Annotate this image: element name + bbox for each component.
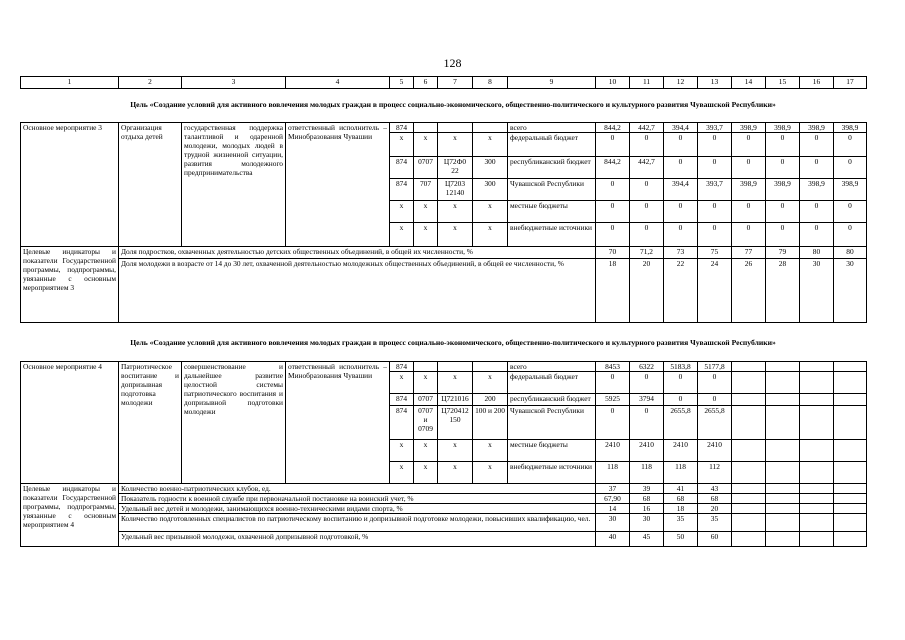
indicator-text: Удельный вес призывной молодежи, охваченной допризывной подготовкой, % — [119, 532, 596, 547]
year-value: 398,9 — [732, 123, 766, 133]
indicator-value — [800, 494, 834, 504]
indicator-value: 39 — [630, 484, 664, 494]
expense-type-code: x — [473, 440, 508, 462]
indicator-value: 28 — [766, 259, 800, 323]
indicator-value — [732, 514, 766, 532]
year-value: 0 — [800, 133, 834, 157]
indicator-value: 80 — [800, 247, 834, 259]
event-4-table — [20, 361, 867, 547]
year-value: 0 — [800, 223, 834, 247]
target-article-code: x — [438, 223, 473, 247]
funding-source: Чувашской Республики — [508, 406, 596, 440]
year-value: 3794 — [630, 394, 664, 406]
year-value: 118 — [664, 462, 698, 484]
indicator-value: 20 — [698, 504, 732, 514]
year-value — [834, 394, 867, 406]
target-article-code: Ц7203 12140 — [438, 179, 473, 201]
indicator-value: 71,2 — [630, 247, 664, 259]
year-value — [834, 372, 867, 394]
column-number-row — [20, 76, 867, 89]
indicator-text: Количество военно-патриотических клубов, ед. — [119, 484, 596, 494]
grbs-code: 874 — [390, 394, 414, 406]
year-value: 0 — [698, 133, 732, 157]
funding-source: внебюджетные источники — [508, 462, 596, 484]
indicator-value: 18 — [596, 259, 630, 323]
year-value: 0 — [766, 201, 800, 223]
target-article-code — [438, 362, 473, 372]
year-value: 2410 — [698, 440, 732, 462]
section-code: x — [414, 440, 438, 462]
year-value — [732, 372, 766, 394]
expense-type-code: x — [473, 223, 508, 247]
indicator-value: 30 — [834, 259, 867, 323]
indicator-text: Доля подростков, охваченных деятельностью детских общественных объединений, в общей их численности, % — [119, 247, 596, 259]
year-value: 398,9 — [834, 179, 867, 201]
indicator-value — [766, 484, 800, 494]
indicator-text: Удельный вес детей и молодежи, занимающихся военно-техническими видами спорта, % — [119, 504, 596, 514]
column-number: 4 — [286, 77, 390, 89]
year-value: 0 — [630, 133, 664, 157]
year-value: 2410 — [596, 440, 630, 462]
funding-row — [21, 123, 867, 133]
target-article-code: Ц72Ф0 22 — [438, 157, 473, 179]
grbs-code: x — [390, 223, 414, 247]
year-value: 0 — [630, 406, 664, 440]
target-article-code: x — [438, 440, 473, 462]
year-value: 0 — [732, 201, 766, 223]
year-value: 0 — [732, 223, 766, 247]
column-number: 3 — [182, 77, 286, 89]
year-value: 0 — [596, 133, 630, 157]
indicator-row — [21, 514, 867, 532]
indicator-value: 43 — [698, 484, 732, 494]
column-number: 2 — [119, 77, 182, 89]
year-value — [834, 462, 867, 484]
indicator-value — [834, 494, 867, 504]
year-value: 0 — [766, 223, 800, 247]
indicator-value: 24 — [698, 259, 732, 323]
event-title: Организация отдыха детей — [119, 123, 182, 247]
grbs-code: 874 — [390, 406, 414, 440]
indicator-value — [834, 504, 867, 514]
year-value: 0 — [664, 201, 698, 223]
indicators-label: Целевые индикаторы и показатели Государственной программы, подпрограммы, увязанные с основным мероприятием 3 — [21, 247, 119, 323]
year-value: 2410 — [630, 440, 664, 462]
indicators-label: Целевые индикаторы и показатели Государственной программы, подпрограммы, увязанные с основным мероприятием 4 — [21, 484, 119, 547]
funding-source: федеральный бюджет — [508, 372, 596, 394]
section-code: x — [414, 201, 438, 223]
indicator-row — [21, 259, 867, 323]
year-value — [800, 440, 834, 462]
expense-type-code: x — [473, 201, 508, 223]
indicator-value — [732, 532, 766, 547]
indicator-value — [732, 484, 766, 494]
year-value — [732, 440, 766, 462]
year-value: 6322 — [630, 362, 664, 372]
target-article-code: x — [438, 201, 473, 223]
year-value: 0 — [698, 394, 732, 406]
indicator-value: 79 — [766, 247, 800, 259]
year-value: 398,9 — [834, 123, 867, 133]
grbs-code: x — [390, 462, 414, 484]
section-code — [414, 123, 438, 133]
year-value: 2410 — [664, 440, 698, 462]
grbs-code: x — [390, 201, 414, 223]
grbs-code: x — [390, 440, 414, 462]
grbs-code: 874 — [390, 157, 414, 179]
grbs-code: x — [390, 372, 414, 394]
section-code: x — [414, 223, 438, 247]
year-value: 5177,8 — [698, 362, 732, 372]
expense-type-code: 300 — [473, 157, 508, 179]
target-article-code: x — [438, 372, 473, 394]
event-description: совершенствование и дальнейшее развитие целостной системы патриотического воспитания и допризывной подготовки молодежи — [182, 362, 286, 484]
indicator-value: 68 — [698, 494, 732, 504]
column-number: 9 — [508, 77, 596, 89]
year-value — [766, 440, 800, 462]
column-number: 12 — [664, 77, 698, 89]
indicator-value: 41 — [664, 484, 698, 494]
year-value: 0 — [596, 372, 630, 394]
target-article-code: x — [438, 133, 473, 157]
event-description: государственная поддержка талантливой и одаренной молодежи, молодых людей в трудной жизненной ситуации, развития молодежного предпринимательства — [182, 123, 286, 247]
indicator-value: 60 — [698, 532, 732, 547]
year-value: 2655,8 — [698, 406, 732, 440]
year-value — [732, 406, 766, 440]
year-value — [732, 462, 766, 484]
indicator-value: 20 — [630, 259, 664, 323]
indicator-value — [800, 504, 834, 514]
section-code: 0707 и 0709 — [414, 406, 438, 440]
year-value: 112 — [698, 462, 732, 484]
event-name: Основное мероприятие 3 — [21, 123, 119, 247]
indicator-value — [766, 514, 800, 532]
indicator-value: 68 — [630, 494, 664, 504]
year-value — [834, 362, 867, 372]
indicator-value: 14 — [596, 504, 630, 514]
year-value: 844,2 — [596, 123, 630, 133]
target-article-code — [438, 123, 473, 133]
indicator-value: 30 — [596, 514, 630, 532]
indicator-value: 50 — [664, 532, 698, 547]
year-value — [766, 362, 800, 372]
indicator-value: 26 — [732, 259, 766, 323]
year-value — [834, 406, 867, 440]
year-value: 398,9 — [800, 123, 834, 133]
indicator-text: Доля молодежи в возрасте от 14 до 30 лет, охваченной деятельностью молодежных общественных объединений, в общей ее численности, % — [119, 259, 596, 323]
year-value: 0 — [800, 201, 834, 223]
column-number: 7 — [438, 77, 473, 89]
year-value: 5183,8 — [664, 362, 698, 372]
event-title: Патриотическое воспитание и допризывная подготовка молодежи — [119, 362, 182, 484]
indicator-value: 77 — [732, 247, 766, 259]
year-value: 5925 — [596, 394, 630, 406]
indicator-value: 30 — [630, 514, 664, 532]
year-value — [800, 462, 834, 484]
target-article-code: Ц721016 — [438, 394, 473, 406]
indicator-value: 73 — [664, 247, 698, 259]
indicator-value — [732, 504, 766, 514]
funding-source: всего — [508, 362, 596, 372]
expense-type-code: x — [473, 133, 508, 157]
section-code: 707 — [414, 179, 438, 201]
year-value: 0 — [766, 157, 800, 179]
grbs-code: 874 — [390, 179, 414, 201]
year-value: 0 — [630, 223, 664, 247]
year-value: 394,4 — [664, 123, 698, 133]
year-value — [800, 372, 834, 394]
indicator-text: Количество подготовленных специалистов по патриотическому воспитанию и допризывной подготовке молодежи, повысивших квалификацию, чел. — [119, 514, 596, 532]
expense-type-code — [473, 123, 508, 133]
column-number: 14 — [732, 77, 766, 89]
year-value: 398,9 — [766, 179, 800, 201]
funding-source: всего — [508, 123, 596, 133]
year-value: 0 — [630, 179, 664, 201]
indicator-value — [800, 514, 834, 532]
goal-heading-2: Цель «Создание условий для активного вовлечения молодых граждан в процесс социально-экономического, общественно-политического и культурного развития Чувашской Республики» — [130, 338, 776, 347]
year-value: 0 — [664, 223, 698, 247]
section-code: 0707 — [414, 157, 438, 179]
expense-type-code: 200 — [473, 394, 508, 406]
year-value: 118 — [596, 462, 630, 484]
column-number: 5 — [390, 77, 414, 89]
year-value: 0 — [800, 157, 834, 179]
indicator-value: 30 — [800, 259, 834, 323]
section-code — [414, 362, 438, 372]
section-code: x — [414, 133, 438, 157]
indicator-value — [834, 514, 867, 532]
indicator-value: 45 — [630, 532, 664, 547]
year-value: 0 — [698, 223, 732, 247]
year-value: 0 — [698, 372, 732, 394]
indicator-value: 40 — [596, 532, 630, 547]
indicator-value: 35 — [698, 514, 732, 532]
expense-type-code: 300 — [473, 179, 508, 201]
expense-type-code: 100 и 200 — [473, 406, 508, 440]
year-value: 0 — [596, 223, 630, 247]
column-number: 17 — [834, 77, 867, 89]
year-value: 0 — [732, 157, 766, 179]
column-number: 15 — [766, 77, 800, 89]
year-value: 0 — [664, 372, 698, 394]
year-value — [800, 394, 834, 406]
year-value: 398,9 — [800, 179, 834, 201]
year-value: 0 — [596, 179, 630, 201]
year-value — [732, 362, 766, 372]
grbs-code: 874 — [390, 362, 414, 372]
indicator-value: 37 — [596, 484, 630, 494]
year-value — [766, 462, 800, 484]
year-value: 2655,8 — [664, 406, 698, 440]
indicator-value — [766, 504, 800, 514]
funding-source: федеральный бюджет — [508, 133, 596, 157]
funding-source: местные бюджеты — [508, 201, 596, 223]
funding-source: внебюджетные источники — [508, 223, 596, 247]
funding-source: Чувашской Республики — [508, 179, 596, 201]
column-number: 8 — [473, 77, 508, 89]
section-code: 0707 — [414, 394, 438, 406]
indicator-value — [800, 532, 834, 547]
indicator-value — [800, 484, 834, 494]
year-value: 0 — [664, 133, 698, 157]
indicator-value: 16 — [630, 504, 664, 514]
indicator-row — [21, 484, 867, 494]
year-value — [766, 372, 800, 394]
year-value: 0 — [834, 157, 867, 179]
expense-type-code — [473, 362, 508, 372]
expense-type-code: x — [473, 462, 508, 484]
event-name: Основное мероприятие 4 — [21, 362, 119, 484]
target-article-code: x — [438, 462, 473, 484]
indicator-value: 18 — [664, 504, 698, 514]
indicator-row — [21, 494, 867, 504]
indicator-value: 22 — [664, 259, 698, 323]
indicator-value: 75 — [698, 247, 732, 259]
indicator-value — [834, 532, 867, 547]
column-number: 16 — [800, 77, 834, 89]
responsible-executor: ответственный исполнитель – Минобразования Чувашии — [286, 362, 390, 484]
year-value: 398,9 — [732, 179, 766, 201]
indicator-value: 68 — [664, 494, 698, 504]
funding-source: местные бюджеты — [508, 440, 596, 462]
year-value: 8453 — [596, 362, 630, 372]
indicator-text: Показатель годности к военной службе при первоначальной постановке на воинский учет, % — [119, 494, 596, 504]
year-value: 442,7 — [630, 123, 664, 133]
year-value: 0 — [630, 372, 664, 394]
indicator-row — [21, 504, 867, 514]
section-code: x — [414, 462, 438, 484]
indicator-value — [766, 532, 800, 547]
responsible-executor: ответственный исполнитель – Минобразования Чувашии — [286, 123, 390, 247]
target-article-code: Ц720412 150 — [438, 406, 473, 440]
expense-type-code: x — [473, 372, 508, 394]
column-number: 13 — [698, 77, 732, 89]
year-value: 0 — [698, 201, 732, 223]
indicator-value: 67,90 — [596, 494, 630, 504]
year-value — [766, 394, 800, 406]
grbs-code: 874 — [390, 123, 414, 133]
year-value: 393,7 — [698, 123, 732, 133]
year-value: 0 — [596, 201, 630, 223]
column-number: 11 — [630, 77, 664, 89]
funding-source: республиканский бюджет — [508, 394, 596, 406]
indicator-value: 70 — [596, 247, 630, 259]
indicator-value: 35 — [664, 514, 698, 532]
year-value: 0 — [664, 157, 698, 179]
year-value: 0 — [766, 133, 800, 157]
year-value: 0 — [834, 133, 867, 157]
indicator-row — [21, 247, 867, 259]
year-value — [766, 406, 800, 440]
funding-source: республиканский бюджет — [508, 157, 596, 179]
year-value: 0 — [596, 406, 630, 440]
section-code: x — [414, 372, 438, 394]
event-3-table — [20, 122, 867, 323]
column-number: 1 — [21, 77, 119, 89]
year-value: 398,9 — [766, 123, 800, 133]
year-value: 0 — [664, 394, 698, 406]
year-value: 118 — [630, 462, 664, 484]
year-value: 844,2 — [596, 157, 630, 179]
year-value — [800, 406, 834, 440]
grbs-code: x — [390, 133, 414, 157]
indicator-value — [834, 484, 867, 494]
page-number: 128 — [443, 56, 462, 70]
year-value — [732, 394, 766, 406]
year-value — [800, 362, 834, 372]
year-value: 442,7 — [630, 157, 664, 179]
funding-row — [21, 362, 867, 372]
year-value — [834, 440, 867, 462]
indicator-value: 80 — [834, 247, 867, 259]
year-value: 394,4 — [664, 179, 698, 201]
year-value: 0 — [834, 201, 867, 223]
column-number: 10 — [596, 77, 630, 89]
goal-heading-1: Цель «Создание условий для активного вовлечения молодых граждан в процесс социально-экономического, общественно-политического и культурного развития Чувашской Республики» — [130, 100, 776, 109]
indicator-row — [21, 532, 867, 547]
column-number: 6 — [414, 77, 438, 89]
indicator-value — [766, 494, 800, 504]
year-value: 0 — [698, 157, 732, 179]
year-value: 0 — [630, 201, 664, 223]
year-value: 0 — [732, 133, 766, 157]
indicator-value — [732, 494, 766, 504]
year-value: 0 — [834, 223, 867, 247]
year-value: 393,7 — [698, 179, 732, 201]
